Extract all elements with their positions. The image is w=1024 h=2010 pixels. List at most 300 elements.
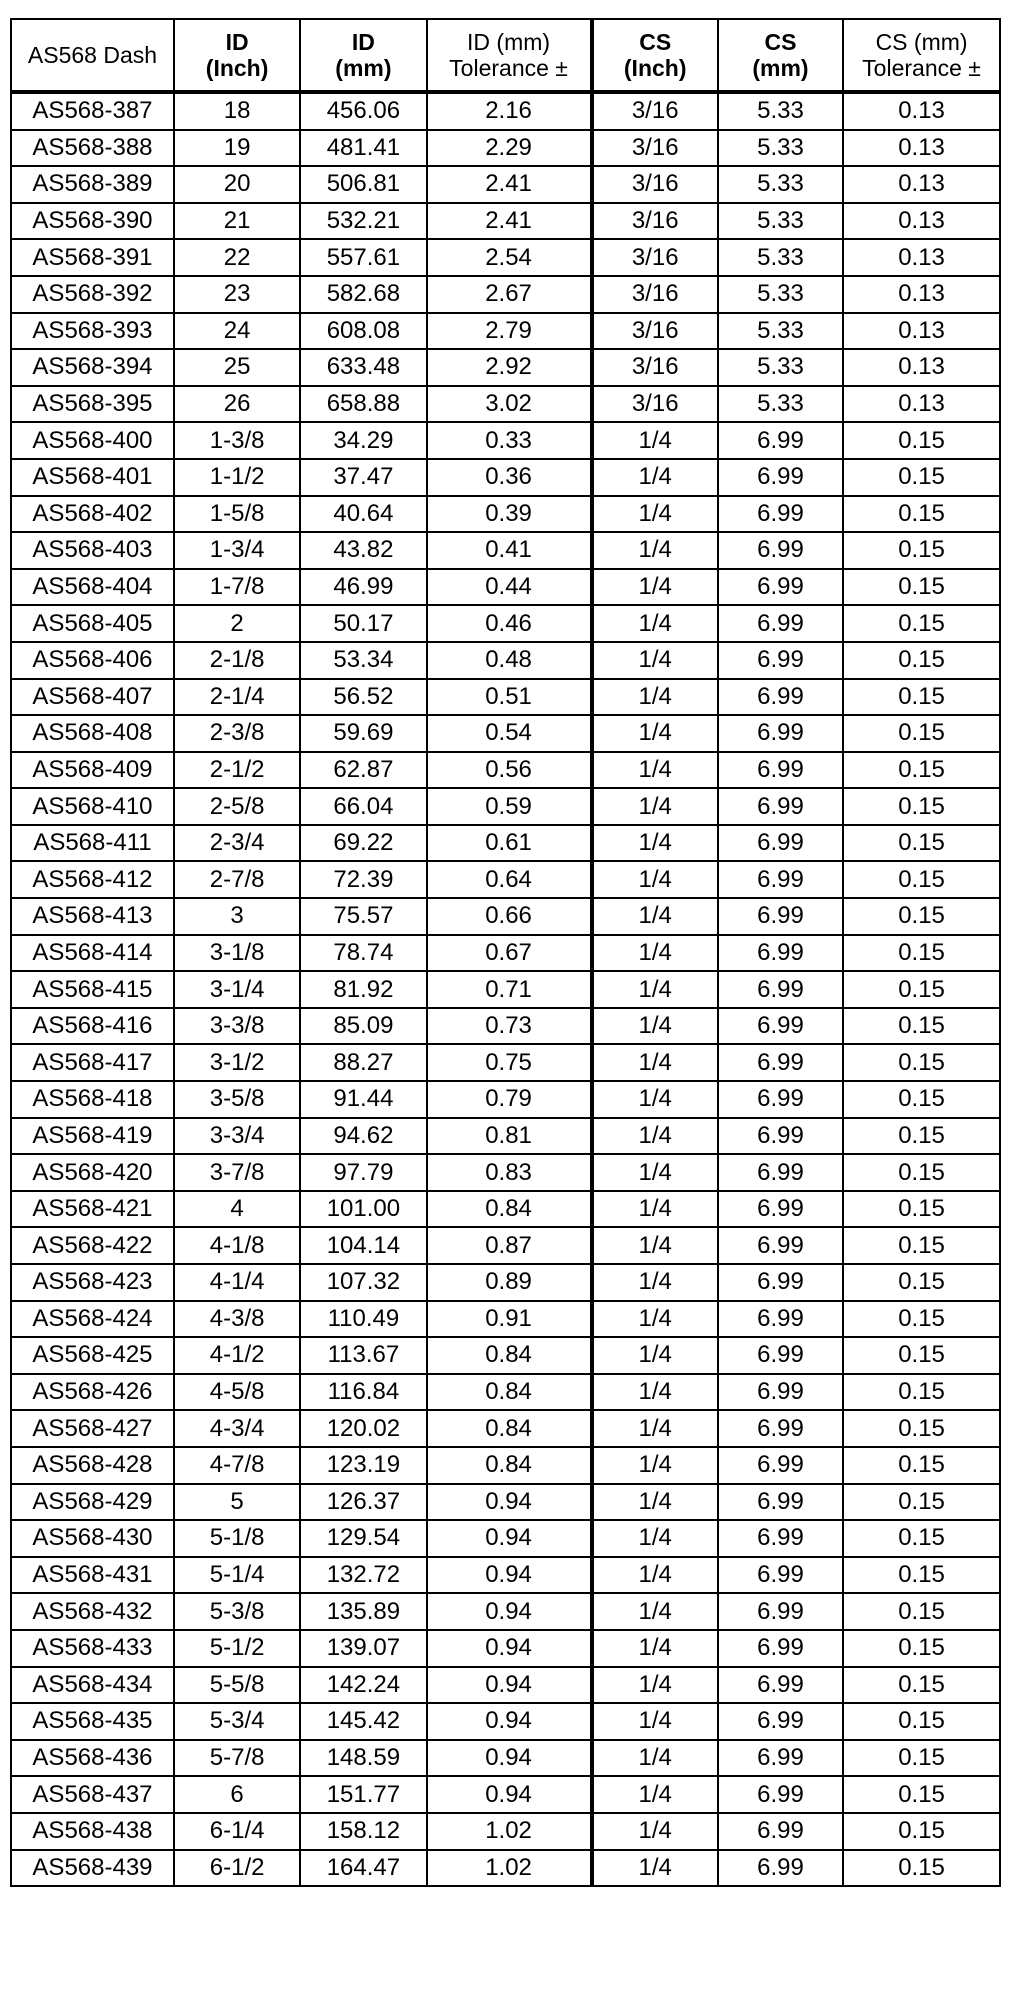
id-inch-cell: 5-1/2 (174, 1630, 300, 1667)
id-mm-cell: 56.52 (300, 679, 426, 716)
cs-tolerance-cell: 0.15 (843, 1520, 1000, 1557)
id-mm-cell: 658.88 (300, 386, 426, 423)
dash-cell: AS568-391 (11, 239, 174, 276)
cs-tolerance-cell: 0.15 (843, 1337, 1000, 1374)
id-tolerance-cell: 2.29 (427, 130, 592, 167)
cs-mm-cell: 6.99 (718, 971, 843, 1008)
id-tolerance-cell: 0.41 (427, 532, 592, 569)
dash-cell: AS568-400 (11, 422, 174, 459)
id-mm-cell: 69.22 (300, 825, 426, 862)
cs-mm-cell: 6.99 (718, 1154, 843, 1191)
cs-inch-cell: 1/4 (592, 1447, 718, 1484)
header-id-mm (300, 19, 426, 92)
cs-inch-cell: 1/4 (592, 971, 718, 1008)
cs-mm-cell: 6.99 (718, 1520, 843, 1557)
cs-mm-cell: 5.33 (718, 92, 843, 130)
id-mm-cell: 78.74 (300, 935, 426, 972)
id-mm-cell: 104.14 (300, 1227, 426, 1264)
cs-inch-cell: 1/4 (592, 1044, 718, 1081)
id-mm-cell: 81.92 (300, 971, 426, 1008)
table-row (11, 386, 1000, 423)
cs-tolerance-cell: 0.13 (843, 166, 1000, 203)
cs-mm-cell: 6.99 (718, 1227, 843, 1264)
dash-cell: AS568-412 (11, 861, 174, 898)
cs-mm-cell: 6.99 (718, 1191, 843, 1228)
cs-tolerance-cell: 0.15 (843, 679, 1000, 716)
dash-cell: AS568-405 (11, 605, 174, 642)
id-tolerance-cell: 0.56 (427, 752, 592, 789)
table-row (11, 1301, 1000, 1338)
table-row (11, 1776, 1000, 1813)
cs-mm-cell: 6.99 (718, 642, 843, 679)
cs-inch-cell: 1/4 (592, 1520, 718, 1557)
id-tolerance-cell: 0.87 (427, 1227, 592, 1264)
table-row (11, 788, 1000, 825)
cs-inch-cell: 1/4 (592, 1630, 718, 1667)
header-cs-mm (718, 19, 843, 92)
cs-mm-cell: 6.99 (718, 569, 843, 606)
id-mm-cell: 113.67 (300, 1337, 426, 1374)
cs-inch-cell: 1/4 (592, 1776, 718, 1813)
cs-tolerance-cell: 0.15 (843, 1081, 1000, 1118)
id-mm-cell: 34.29 (300, 422, 426, 459)
id-tolerance-cell: 0.83 (427, 1154, 592, 1191)
header-cs-inch-line2: (Inch) (623, 55, 687, 81)
header-id-mm-line1: ID (351, 29, 375, 55)
id-inch-cell: 19 (174, 130, 300, 167)
header-id-mm-line2: (mm) (335, 55, 392, 81)
id-tolerance-cell: 2.41 (427, 203, 592, 240)
id-tolerance-cell: 0.79 (427, 1081, 592, 1118)
cs-inch-cell: 1/4 (592, 715, 718, 752)
cs-inch-cell: 1/4 (592, 1118, 718, 1155)
id-tolerance-cell: 0.48 (427, 642, 592, 679)
table-header (11, 19, 1000, 92)
table-row (11, 1154, 1000, 1191)
table-row (11, 1044, 1000, 1081)
header-id-tolerance (427, 19, 592, 92)
header-id-inch (174, 19, 300, 92)
id-tolerance-cell: 0.94 (427, 1667, 592, 1704)
dash-cell: AS568-428 (11, 1447, 174, 1484)
cs-tolerance-cell: 0.15 (843, 1154, 1000, 1191)
dash-cell: AS568-435 (11, 1703, 174, 1740)
cs-inch-cell: 1/4 (592, 861, 718, 898)
cs-tolerance-cell: 0.13 (843, 313, 1000, 350)
dash-cell: AS568-394 (11, 349, 174, 386)
dash-cell: AS568-388 (11, 130, 174, 167)
id-mm-cell: 40.64 (300, 496, 426, 533)
id-inch-cell: 4-7/8 (174, 1447, 300, 1484)
id-tolerance-cell: 0.64 (427, 861, 592, 898)
cs-mm-cell: 5.33 (718, 166, 843, 203)
id-tolerance-cell: 0.39 (427, 496, 592, 533)
table-row (11, 642, 1000, 679)
id-mm-cell: 43.82 (300, 532, 426, 569)
cs-inch-cell: 1/4 (592, 679, 718, 716)
cs-mm-cell: 5.33 (718, 203, 843, 240)
id-inch-cell: 2-5/8 (174, 788, 300, 825)
header-id-inch-line2: (Inch) (205, 55, 269, 81)
table-row (11, 861, 1000, 898)
cs-mm-cell: 6.99 (718, 898, 843, 935)
id-mm-cell: 72.39 (300, 861, 426, 898)
header-cs-inch (592, 19, 718, 92)
cs-inch-cell: 1/4 (592, 422, 718, 459)
id-inch-cell: 4-1/8 (174, 1227, 300, 1264)
cs-tolerance-cell: 0.15 (843, 1191, 1000, 1228)
id-inch-cell: 2-3/4 (174, 825, 300, 862)
id-inch-cell: 25 (174, 349, 300, 386)
table-row (11, 1118, 1000, 1155)
id-inch-cell: 3-3/8 (174, 1008, 300, 1045)
cs-mm-cell: 6.99 (718, 1813, 843, 1850)
id-mm-cell: 158.12 (300, 1813, 426, 1850)
dash-cell: AS568-411 (11, 825, 174, 862)
cs-mm-cell: 6.99 (718, 1044, 843, 1081)
cs-tolerance-cell: 0.15 (843, 1301, 1000, 1338)
table-row (11, 1630, 1000, 1667)
id-mm-cell: 116.84 (300, 1374, 426, 1411)
table-row (11, 349, 1000, 386)
id-inch-cell: 2-3/8 (174, 715, 300, 752)
cs-inch-cell: 1/4 (592, 788, 718, 825)
id-tolerance-cell: 0.46 (427, 605, 592, 642)
dash-cell: AS568-392 (11, 276, 174, 313)
id-tolerance-cell: 0.61 (427, 825, 592, 862)
cs-inch-cell: 1/4 (592, 1703, 718, 1740)
id-tolerance-cell: 0.66 (427, 898, 592, 935)
table-row (11, 605, 1000, 642)
cs-tolerance-cell: 0.15 (843, 1008, 1000, 1045)
cs-mm-cell: 6.99 (718, 422, 843, 459)
cs-tolerance-cell: 0.15 (843, 532, 1000, 569)
table-row (11, 1484, 1000, 1521)
cs-mm-cell: 6.99 (718, 1703, 843, 1740)
header-dash (11, 19, 174, 92)
id-inch-cell: 1-1/2 (174, 459, 300, 496)
cs-tolerance-cell: 0.15 (843, 898, 1000, 935)
cs-inch-cell: 1/4 (592, 569, 718, 606)
header-cs-tolerance (843, 19, 1000, 92)
id-inch-cell: 22 (174, 239, 300, 276)
id-tolerance-cell: 1.02 (427, 1850, 592, 1887)
id-mm-cell: 608.08 (300, 313, 426, 350)
cs-mm-cell: 5.33 (718, 313, 843, 350)
cs-tolerance-cell: 0.13 (843, 276, 1000, 313)
id-inch-cell: 4-1/2 (174, 1337, 300, 1374)
id-inch-cell: 5-5/8 (174, 1667, 300, 1704)
id-inch-cell: 2-1/8 (174, 642, 300, 679)
id-tolerance-cell: 3.02 (427, 386, 592, 423)
table-row (11, 1008, 1000, 1045)
cs-inch-cell: 1/4 (592, 1264, 718, 1301)
dash-cell: AS568-425 (11, 1337, 174, 1374)
dash-cell: AS568-390 (11, 203, 174, 240)
cs-inch-cell: 1/4 (592, 1667, 718, 1704)
table-row (11, 239, 1000, 276)
table-row (11, 130, 1000, 167)
dash-cell: AS568-404 (11, 569, 174, 606)
cs-inch-cell: 1/4 (592, 1740, 718, 1777)
id-mm-cell: 88.27 (300, 1044, 426, 1081)
table-row (11, 459, 1000, 496)
cs-inch-cell: 1/4 (592, 1227, 718, 1264)
id-mm-cell: 557.61 (300, 239, 426, 276)
id-inch-cell: 6 (174, 1776, 300, 1813)
id-tolerance-cell: 0.81 (427, 1118, 592, 1155)
cs-tolerance-cell: 0.15 (843, 496, 1000, 533)
cs-tolerance-cell: 0.15 (843, 935, 1000, 972)
cs-inch-cell: 1/4 (592, 1850, 718, 1887)
cs-tolerance-cell: 0.15 (843, 1813, 1000, 1850)
id-mm-cell: 532.21 (300, 203, 426, 240)
id-tolerance-cell: 2.41 (427, 166, 592, 203)
cs-tolerance-cell: 0.15 (843, 1776, 1000, 1813)
table-row (11, 971, 1000, 1008)
header-dash-label: AS568 Dash (27, 42, 158, 68)
oring-size-table (10, 18, 1001, 1887)
id-inch-cell: 4 (174, 1191, 300, 1228)
cs-inch-cell: 1/4 (592, 752, 718, 789)
table-row (11, 1740, 1000, 1777)
dash-cell: AS568-434 (11, 1667, 174, 1704)
table-row (11, 1520, 1000, 1557)
cs-mm-cell: 5.33 (718, 239, 843, 276)
dash-cell: AS568-407 (11, 679, 174, 716)
table-row (11, 166, 1000, 203)
cs-inch-cell: 3/16 (592, 130, 718, 167)
table-row (11, 92, 1000, 130)
id-mm-cell: 142.24 (300, 1667, 426, 1704)
id-mm-cell: 582.68 (300, 276, 426, 313)
cs-tolerance-cell: 0.15 (843, 1740, 1000, 1777)
dash-cell: AS568-431 (11, 1557, 174, 1594)
id-mm-cell: 129.54 (300, 1520, 426, 1557)
id-inch-cell: 1-5/8 (174, 496, 300, 533)
cs-tolerance-cell: 0.13 (843, 349, 1000, 386)
dash-cell: AS568-403 (11, 532, 174, 569)
id-mm-cell: 126.37 (300, 1484, 426, 1521)
id-inch-cell: 23 (174, 276, 300, 313)
dash-cell: AS568-389 (11, 166, 174, 203)
cs-inch-cell: 1/4 (592, 1557, 718, 1594)
header-cs-inch-line1: CS (639, 29, 672, 55)
cs-inch-cell: 1/4 (592, 1374, 718, 1411)
cs-mm-cell: 6.99 (718, 1008, 843, 1045)
id-inch-cell: 3-1/8 (174, 935, 300, 972)
dash-cell: AS568-437 (11, 1776, 174, 1813)
table-row (11, 1667, 1000, 1704)
cs-mm-cell: 6.99 (718, 752, 843, 789)
id-inch-cell: 5-3/4 (174, 1703, 300, 1740)
cs-mm-cell: 6.99 (718, 1484, 843, 1521)
cs-inch-cell: 3/16 (592, 386, 718, 423)
cs-tolerance-cell: 0.13 (843, 92, 1000, 130)
id-mm-cell: 481.41 (300, 130, 426, 167)
id-tolerance-cell: 0.73 (427, 1008, 592, 1045)
header-cs-mm-line2: (mm) (752, 55, 809, 81)
table-row (11, 1264, 1000, 1301)
id-mm-cell: 456.06 (300, 92, 426, 130)
id-tolerance-cell: 0.33 (427, 422, 592, 459)
dash-cell: AS568-419 (11, 1118, 174, 1155)
id-mm-cell: 107.32 (300, 1264, 426, 1301)
header-cs-tolerance-line2: Tolerance ± (862, 55, 981, 81)
id-tolerance-cell: 0.54 (427, 715, 592, 752)
cs-tolerance-cell: 0.15 (843, 1667, 1000, 1704)
id-mm-cell: 37.47 (300, 459, 426, 496)
cs-inch-cell: 1/4 (592, 1410, 718, 1447)
cs-tolerance-cell: 0.15 (843, 715, 1000, 752)
cs-mm-cell: 6.99 (718, 1630, 843, 1667)
id-tolerance-cell: 0.91 (427, 1301, 592, 1338)
dash-cell: AS568-430 (11, 1520, 174, 1557)
cs-inch-cell: 1/4 (592, 1008, 718, 1045)
id-inch-cell: 3-1/4 (174, 971, 300, 1008)
cs-inch-cell: 1/4 (592, 1154, 718, 1191)
id-mm-cell: 164.47 (300, 1850, 426, 1887)
cs-mm-cell: 5.33 (718, 130, 843, 167)
cs-mm-cell: 6.99 (718, 935, 843, 972)
id-tolerance-cell: 2.79 (427, 313, 592, 350)
id-tolerance-cell: 0.84 (427, 1374, 592, 1411)
id-mm-cell: 506.81 (300, 166, 426, 203)
id-inch-cell: 3-7/8 (174, 1154, 300, 1191)
id-mm-cell: 91.44 (300, 1081, 426, 1118)
id-inch-cell: 2-7/8 (174, 861, 300, 898)
cs-tolerance-cell: 0.15 (843, 459, 1000, 496)
id-tolerance-cell: 0.84 (427, 1447, 592, 1484)
header-cs-mm-line1: CS (764, 29, 797, 55)
table-row (11, 1557, 1000, 1594)
id-inch-cell: 5-1/4 (174, 1557, 300, 1594)
id-tolerance-cell: 2.92 (427, 349, 592, 386)
cs-tolerance-cell: 0.15 (843, 1593, 1000, 1630)
table-row (11, 1337, 1000, 1374)
dash-cell: AS568-414 (11, 935, 174, 972)
id-mm-cell: 59.69 (300, 715, 426, 752)
id-mm-cell: 50.17 (300, 605, 426, 642)
table-row (11, 203, 1000, 240)
id-inch-cell: 1-3/8 (174, 422, 300, 459)
cs-inch-cell: 1/4 (592, 605, 718, 642)
cs-inch-cell: 3/16 (592, 349, 718, 386)
dash-cell: AS568-393 (11, 313, 174, 350)
cs-mm-cell: 6.99 (718, 1301, 843, 1338)
id-mm-cell: 633.48 (300, 349, 426, 386)
cs-mm-cell: 6.99 (718, 715, 843, 752)
table-row (11, 1703, 1000, 1740)
id-tolerance-cell: 0.67 (427, 935, 592, 972)
id-mm-cell: 148.59 (300, 1740, 426, 1777)
cs-tolerance-cell: 0.15 (843, 788, 1000, 825)
dash-cell: AS568-426 (11, 1374, 174, 1411)
cs-tolerance-cell: 0.15 (843, 825, 1000, 862)
cs-inch-cell: 3/16 (592, 313, 718, 350)
cs-mm-cell: 6.99 (718, 1740, 843, 1777)
dash-cell: AS568-402 (11, 496, 174, 533)
dash-cell: AS568-438 (11, 1813, 174, 1850)
id-tolerance-cell: 0.94 (427, 1740, 592, 1777)
dash-cell: AS568-406 (11, 642, 174, 679)
id-inch-cell: 5 (174, 1484, 300, 1521)
cs-tolerance-cell: 0.15 (843, 752, 1000, 789)
id-inch-cell: 4-3/4 (174, 1410, 300, 1447)
header-id-tolerance-line1: ID (mm) (467, 29, 551, 55)
dash-cell: AS568-413 (11, 898, 174, 935)
cs-inch-cell: 1/4 (592, 1484, 718, 1521)
cs-mm-cell: 6.99 (718, 1776, 843, 1813)
table-row (11, 1191, 1000, 1228)
id-tolerance-cell: 0.94 (427, 1557, 592, 1594)
cs-inch-cell: 3/16 (592, 276, 718, 313)
cs-inch-cell: 3/16 (592, 203, 718, 240)
table-row (11, 313, 1000, 350)
id-inch-cell: 18 (174, 92, 300, 130)
id-mm-cell: 135.89 (300, 1593, 426, 1630)
dash-cell: AS568-410 (11, 788, 174, 825)
id-tolerance-cell: 0.51 (427, 679, 592, 716)
cs-inch-cell: 1/4 (592, 642, 718, 679)
cs-tolerance-cell: 0.15 (843, 1447, 1000, 1484)
id-mm-cell: 101.00 (300, 1191, 426, 1228)
dash-cell: AS568-418 (11, 1081, 174, 1118)
id-tolerance-cell: 0.36 (427, 459, 592, 496)
cs-mm-cell: 6.99 (718, 679, 843, 716)
table-row (11, 1227, 1000, 1264)
dash-cell: AS568-423 (11, 1264, 174, 1301)
table-row (11, 898, 1000, 935)
cs-mm-cell: 6.99 (718, 825, 843, 862)
cs-tolerance-cell: 0.15 (843, 1118, 1000, 1155)
id-mm-cell: 123.19 (300, 1447, 426, 1484)
cs-tolerance-cell: 0.15 (843, 1264, 1000, 1301)
id-tolerance-cell: 2.54 (427, 239, 592, 276)
table-row (11, 1410, 1000, 1447)
id-tolerance-cell: 0.84 (427, 1410, 592, 1447)
dash-cell: AS568-415 (11, 971, 174, 1008)
cs-mm-cell: 6.99 (718, 1593, 843, 1630)
table-row (11, 1374, 1000, 1411)
id-inch-cell: 5-1/8 (174, 1520, 300, 1557)
id-inch-cell: 2-1/4 (174, 679, 300, 716)
cs-inch-cell: 1/4 (592, 898, 718, 935)
cs-mm-cell: 5.33 (718, 276, 843, 313)
id-tolerance-cell: 0.94 (427, 1593, 592, 1630)
id-inch-cell: 24 (174, 313, 300, 350)
dash-cell: AS568-416 (11, 1008, 174, 1045)
header-id-inch-line1: ID (225, 29, 249, 55)
id-inch-cell: 26 (174, 386, 300, 423)
id-tolerance-cell: 0.94 (427, 1520, 592, 1557)
cs-inch-cell: 1/4 (592, 459, 718, 496)
cs-tolerance-cell: 0.15 (843, 861, 1000, 898)
id-inch-cell: 4-1/4 (174, 1264, 300, 1301)
cs-tolerance-cell: 0.15 (843, 1227, 1000, 1264)
cs-mm-cell: 6.99 (718, 532, 843, 569)
cs-inch-cell: 3/16 (592, 239, 718, 276)
id-inch-cell: 4-5/8 (174, 1374, 300, 1411)
cs-tolerance-cell: 0.13 (843, 239, 1000, 276)
table-row (11, 569, 1000, 606)
table-row (11, 532, 1000, 569)
cs-tolerance-cell: 0.13 (843, 130, 1000, 167)
id-tolerance-cell: 0.75 (427, 1044, 592, 1081)
table-row (11, 1593, 1000, 1630)
id-mm-cell: 110.49 (300, 1301, 426, 1338)
cs-tolerance-cell: 0.15 (843, 1374, 1000, 1411)
